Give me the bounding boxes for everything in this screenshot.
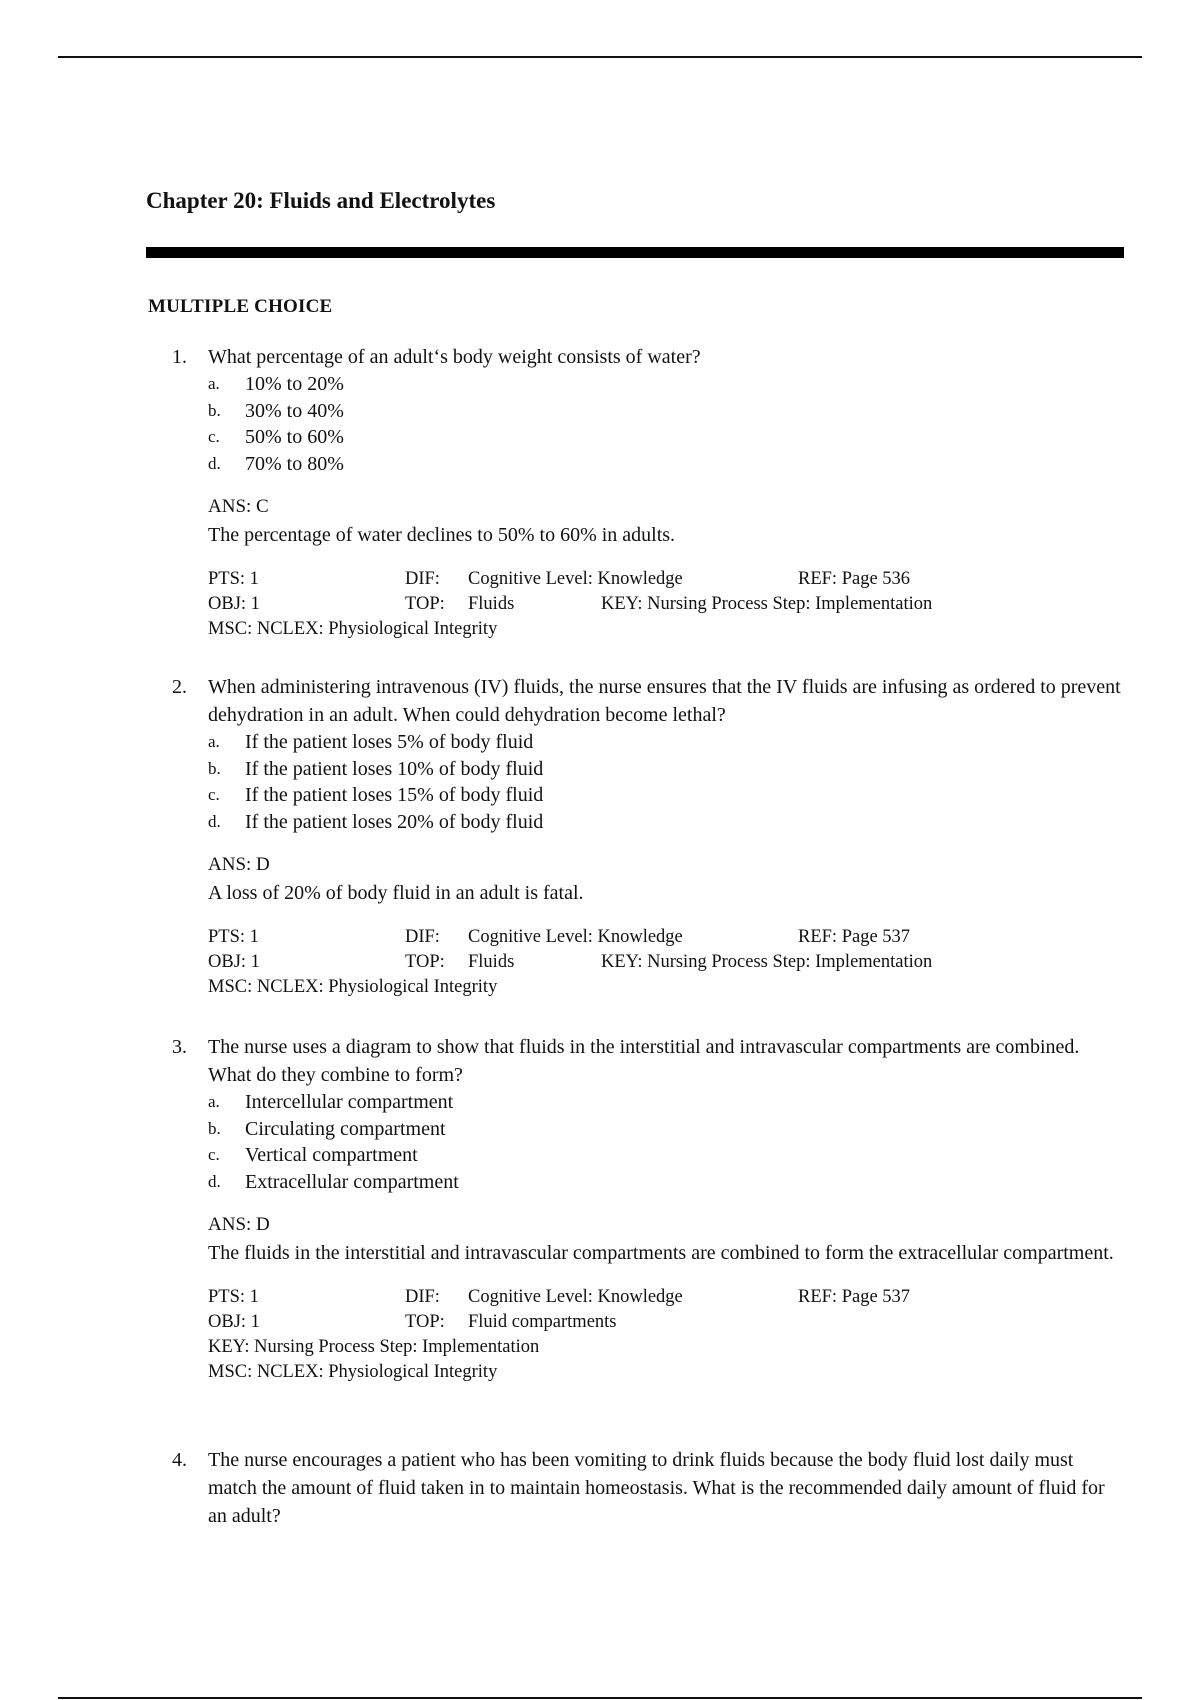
answer-block [172,1211,1122,1267]
option-a [172,1089,1122,1116]
meta-dif-value: Cognitive Level: Knowledge [468,927,683,947]
option-text: If the patient loses 10% of body fluid [245,757,544,780]
meta-row [208,950,1122,975]
page-bottom-rule [58,1697,1142,1699]
question-text: The nurse encourages a patient who has been vomiting to drink fluids because the body fluid lost daily must match the amount of fluid taken in to maintain homeostasis. What is the recommended daily amount of fluid for an adult? [208,1449,1105,1527]
question-metadata [208,567,1122,642]
option-letter: c. [208,427,220,446]
meta-ref: REF: Page 537 [798,1287,911,1307]
option-c [172,782,1122,809]
option-text: Intercellular compartment [245,1091,454,1113]
meta-row [208,592,1122,617]
option-a [172,371,1122,398]
option-text: Circulating compartment [245,1117,446,1140]
question-stem [172,1446,1122,1530]
meta-obj: OBJ: 1 [208,594,260,614]
option-text: If the patient loses 15% of body fluid [245,784,544,806]
option-d [172,451,1122,478]
option-text: 50% to 60% [245,426,344,448]
question-metadata [208,1285,1122,1385]
option-letter: d. [208,453,221,473]
question-metadata [208,925,1122,1000]
meta-top-label: TOP: [405,952,445,972]
answer-key: ANS: D [208,1214,270,1235]
meta-ref: REF: Page 536 [798,569,911,589]
meta-row [208,1310,1122,1335]
option-text: If the patient loses 20% of body fluid [245,810,544,833]
question-stem [172,673,1122,729]
option-b [172,756,1122,783]
meta-pts: PTS: 1 [208,569,259,589]
option-text: If the patient loses 5% of body fluid [245,731,534,753]
meta-dif-label: DIF: [405,569,440,589]
option-b [172,398,1122,425]
meta-msc: MSC: NCLEX: Physiological Integrity [208,619,498,639]
option-letter: a. [208,374,220,393]
chapter-title: Chapter 20: Fluids and Electrolytes [146,188,496,213]
answer-key: ANS: C [208,496,269,517]
option-text: Vertical compartment [245,1144,418,1166]
meta-dif-label: DIF: [405,1287,440,1307]
meta-top-value: Fluids [468,594,515,614]
meta-top-value: Fluid compartments [468,1312,617,1332]
answer-options [172,1089,1122,1195]
question-1 [172,343,1122,642]
answer-block [172,493,1122,549]
question-text: The nurse uses a diagram to show that fluids in the interstitial and intravascular compartments are combined. What do they combine to form? [208,1036,1080,1086]
meta-key: KEY: Nursing Process Step: Implementation [208,1337,540,1357]
meta-dif [405,925,683,950]
option-letter: b. [208,758,221,778]
meta-row [208,1335,1122,1360]
rationale: A loss of 20% of body fluid in an adult is fatal. [208,882,584,904]
option-text: Extracellular compartment [245,1170,459,1193]
option-letter: c. [208,1145,220,1164]
option-b [172,1116,1122,1143]
option-c [172,424,1122,451]
meta-row [208,925,1122,950]
meta-dif [405,1285,683,1310]
answer-key: ANS: D [208,854,270,875]
question-number: 4. [172,1449,187,1471]
answer-options [172,371,1122,477]
question-number: 2. [172,676,187,698]
option-d [172,1169,1122,1196]
question-stem [172,343,1122,371]
meta-dif-value: Cognitive Level: Knowledge [468,1287,683,1307]
question-3 [172,1033,1122,1385]
meta-row [208,1360,1122,1385]
option-text: 10% to 20% [245,373,344,395]
option-a [172,729,1122,756]
option-letter: d. [208,1171,221,1191]
rationale: The fluids in the interstitial and intravascular compartments are combined to form the extracellular compartment. [208,1242,1114,1264]
question-number: 1. [172,346,187,368]
option-letter: b. [208,1118,221,1138]
page-top-rule [58,56,1142,58]
option-letter: a. [208,1092,220,1111]
meta-key: KEY: Nursing Process Step: Implementation [601,594,933,614]
title-divider-bar [146,247,1124,258]
meta-top-label: TOP: [405,594,445,614]
option-d [172,809,1122,836]
option-text: 30% to 40% [245,399,344,422]
option-letter: c. [208,785,220,804]
meta-key: KEY: Nursing Process Step: Implementation [601,952,933,972]
meta-msc: MSC: NCLEX: Physiological Integrity [208,1362,498,1382]
option-letter: b. [208,400,221,420]
meta-top-label: TOP: [405,1312,445,1332]
meta-obj: OBJ: 1 [208,952,260,972]
question-text: When administering intravenous (IV) fluids, the nurse ensures that the IV fluids are infusing as ordered to prevent dehydration in an adult. When could dehydration become lethal? [208,676,1121,726]
meta-dif-value: Cognitive Level: Knowledge [468,569,683,589]
meta-top [405,592,514,617]
question-text: What percentage of an adult‘s body weight consists of water? [208,346,701,368]
option-text: 70% to 80% [245,452,344,475]
option-c [172,1142,1122,1169]
meta-row [208,567,1122,592]
question-stem [172,1033,1122,1089]
meta-row [208,1285,1122,1310]
meta-msc: MSC: NCLEX: Physiological Integrity [208,977,498,997]
question-4 [172,1446,1122,1530]
rationale: The percentage of water declines to 50% to 60% in adults. [208,524,676,546]
question-2 [172,673,1122,1000]
meta-row [208,617,1122,642]
meta-pts: PTS: 1 [208,927,259,947]
meta-dif-label: DIF: [405,927,440,947]
meta-pts: PTS: 1 [208,1287,259,1307]
meta-top-value: Fluids [468,952,515,972]
meta-row [208,975,1122,1000]
meta-ref: REF: Page 537 [798,927,911,947]
meta-top [405,950,514,975]
option-letter: a. [208,732,220,751]
answer-options [172,729,1122,835]
section-heading: MULTIPLE CHOICE [148,296,333,317]
meta-top [405,1310,617,1335]
meta-obj: OBJ: 1 [208,1312,260,1332]
option-letter: d. [208,811,221,831]
meta-dif [405,567,683,592]
answer-block [172,851,1122,907]
question-number: 3. [172,1036,187,1058]
